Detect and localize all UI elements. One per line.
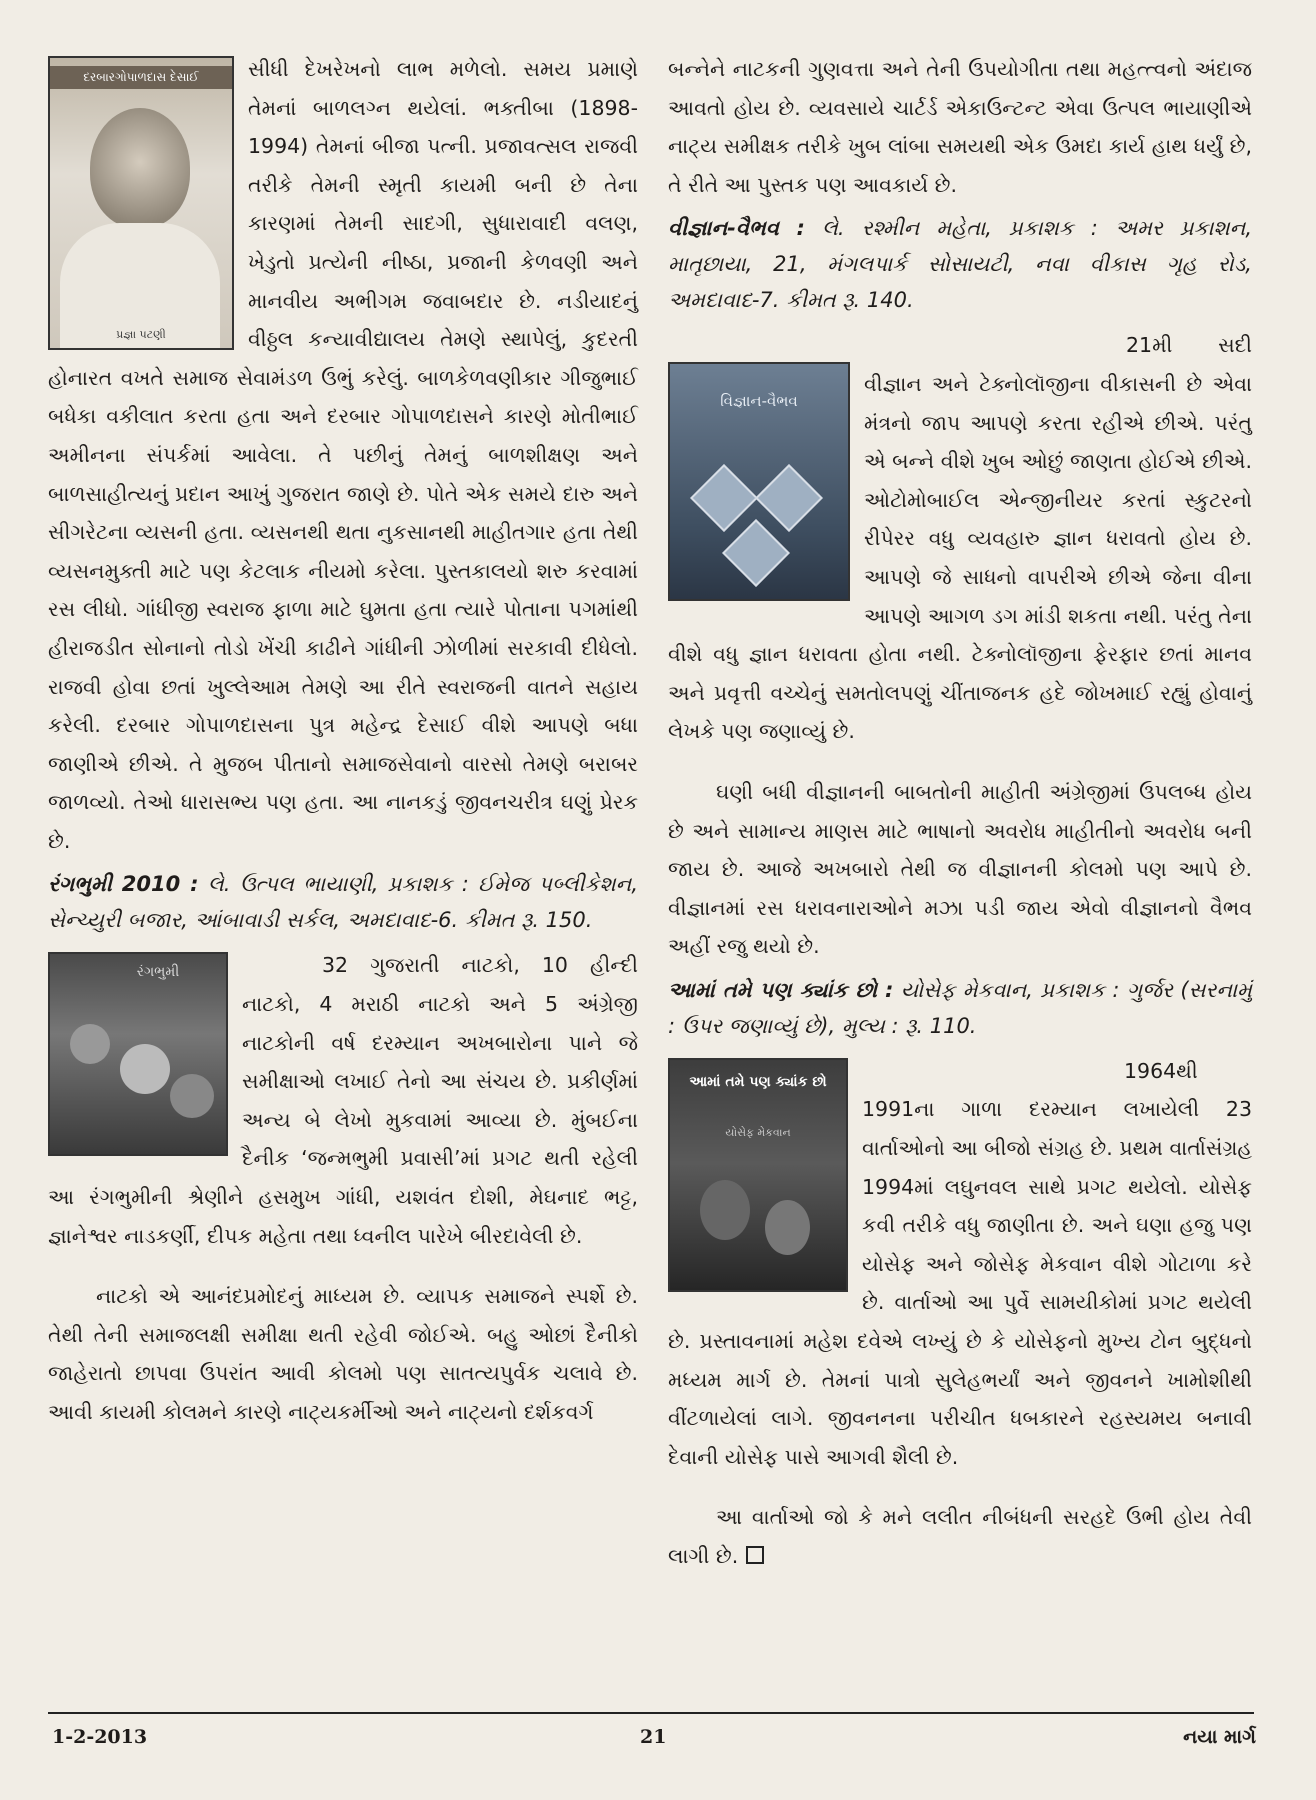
review-heading-rangbhumi [48,866,638,938]
right-paragraph-4: 1964થી 1991ના ગાળા દરમ્યાન લખાયેલી 23 વાર્તાઓનો આ બીજો સંગ્રહ છે. પ્રથમ વાર્તાસંગ્રહ 1994માં લઘુનવલ સાથે પ્રગટ થયેલો. યોસેફ કવી તરીકે વધુ જાણીતા છે. અને ઘણા હજુ પણ યોસેફ અને જોસેફ મેકવાન વીશે ગોટાળા કરે છે. વાર્તાઓ આ પુર્વે સામયીકોમાં પ્રગટ થયેલી છે. પ્રસ્તાવનામાં મહેશ દવેએ લખ્યું છે કે યોસેફનો મુખ્ય ટોન બુદ્ધનો મધ્યમ માર્ગ છે. તેમનાં પાત્રો સુલેહભર્યાં અને જીવનને ખામોશીથી વીંટળાયેલાં લાગે. જીવનનના પરીચીત ધબકારને રહસ્યમય બનાવી દેવાની યોસેફ પાસે આગવી શૈલી છે. [668,1058,1252,1469]
book-title-vigyan-vaibhav: વીજ્ઞાન-વૈભવ : [668,216,805,241]
cover-figure [700,1180,750,1240]
right-paragraph-3: ઘણી બધી વીજ્ઞાનની બાબતોની માહીતી અંગ્રેજીમાં ઉપલબ્ધ હોય છે અને સામાન્ય માણસ માટે ભાષાનો અવરોધ માહીતીનો અવરોધ બની જાય છે. આજે અખબારો તેથી જ વીજ્ઞાનની કોલમો પણ આપે છે. વીજ્ઞાનમાં રસ ધરાવનારાઓને મઝા પડી જાય એવો વીજ્ઞાનનો વૈભવ અહીં રજુ થયો છે. [668,779,1252,959]
book-details-vigyan-vaibhav: લે. રશ્મીન મહેતા, પ્રકાશક : અમર પ્રકાશન, માતૃછાયા, 21, મંગલપાર્ક સોસાયટી, નવા વીકાસ ગૃહ રોડ, અમદાવાદ-7. કીમત રૂ. 140. [668,216,1253,313]
book-cover-title: દરબારગોપાળદાસ દેસાઈ [50,66,232,89]
book-title-aama-tame: આમાં તમે પણ ક્યાંક છો : [668,977,894,1002]
review-heading-vigyan-vaibhav [668,210,1252,318]
right-column [668,50,1252,1576]
footer-rule [48,1712,1254,1714]
book-cover-title: રંગભુમી [136,964,180,981]
cover-hexagon [722,519,790,587]
left-paragraph-1: સીધી દેખરેખનો લાભ મળેલો. સમય પ્રમાણે તેમનાં બાળલગ્ન થયેલાં. ભક્તીબા (1898-1994) તેમનાં બીજા પત્ની. પ્રજાવત્સલ રાજવી તરીકે તેમની સ્મૃતી કાયમી બની છે તેના કારણમાં તેમની સાદગી, સુધારાવાદી વલણ, ખેડુતો પ્રત્યેની નીષ્ઠા, પ્રજાની કેળવણી અને માનવીય અભીગમ જવાબદાર છે. નડીયાદનું વીઠ્ઠલ કન્યાવીદ્યાલય તેમણે સ્થાપેલું, કુદરતી હોનારત વખતે સમાજ સેવામંડળ ઉભું કરેલું. બાળકેળવણીકાર ગીજુભાઈ બધેકા વકીલાત કરતા હતા અને દરબાર ગોપાળદાસને કારણે મોતીભાઈ અમીનના સંપર્કમાં આવેલા. તે પછીનું તેમનું બાળશીક્ષણ અને બાળસાહીત્યનું પ્રદાન આખું ગુજરાત જાણે છે. પોતે એક સમયે દારુ અને સીગરેટના વ્યસની હતા. વ્યસનથી થતા નુકસાનથી માહીતગાર હતા તેથી વ્યસનમુક્તી માટે પણ કેટલાક નીયમો કરેલા. પુસ્તકાલયો શરુ કરવામાં રસ લીધો. ગાંધીજી સ્વરાજ ફાળા માટે ઘુમતા હતા ત્યારે પોતાના પગમાંથી હીરાજડીત સોનાનો તોડો ખેંચી કાઢીને ગાંધીની ઝોળીમાં સરકાવી દીધેલો. રાજવી હોવા છતાં ખુલ્લેઆમ તેમણે આ રીતે સ્વરાજની વાતને સહાય કરેલી. દરબાર ગોપાળદાસના પુત્ર મહેન્દ્ર દેસાઈ વીશે આપણે બધા જાણીએ છીએ. તે મુજબ પીતાનો સમાજસેવાનો વારસો તેમણે બરાબર જાળવ્યો. તેઓ ધારાસભ્ય પણ હતા. આ નાનકડું જીવનચરીત્ર ઘણું પ્રેરક છે. [48,57,638,853]
book-cover-aama-tame [668,1058,848,1292]
left-column [48,50,638,1432]
right-paragraph-2: 21મી સદી વીજ્ઞાન અને ટેક્નોલૉજીના વીકાસની છે એવા મંત્રનો જાપ આપણે કરતા રહીએ છીએ. પરંતુ એ બન્ને વીશે ખુબ ઓછું જાણતા હોઈએ છીએ. ઓટોમોબાઈલ એન્જીનીયર કરતાં સ્કુટરનો રીપેરર વધુ વ્યવહારુ જ્ઞાન ધરાવતો હોય છે. આપણે જે સાધનો વાપરીએ છીએ જેના વીના આપણે આગળ ડગ માંડી શકતા નથી. પરંતુ તેના વીશે વધુ જ્ઞાન ધરાવતા હોતા નથી. ટેક્નોલૉજીના ફેરફાર છતાં માનવ અને પ્રવૃત્તી વચ્ચેનું સમતોલપણું ચીંતાજનક હદે જોખમાઈ રહ્યું હોવાનું લેખકે પણ જણાવ્યું છે. [668,333,1252,744]
cover-figure [765,1200,810,1255]
right-paragraph-5 [668,1498,1252,1575]
cover-hexagon [690,464,758,532]
book-details-rangbhumi: લે. ઉત્પલ ભાયાણી, પ્રકાશક : ઈમેજ પબ્લીકેશન, સેન્ચ્યુરી બજાર, આંબાવાડી સર્કલ, અમદાવાદ-6. કીમત રૂ. 150. [48,872,638,933]
closing-sentence: આ વાર્તાઓ જો કે મને લલીત નીબંધની સરહદે ઉભી હોય તેવી લાગી છે. [668,1505,1252,1568]
footer-date: 1-2-2013 [52,1726,148,1748]
book-cover-portrait [48,56,234,350]
book-title-rangbhumi: રંગભુમી 2010 : [48,872,199,897]
left-paragraph-2: 32 ગુજરાતી નાટકો, 10 હીન્દી નાટકો, 4 મરાઠી નાટકો અને 5 અંગ્રેજી નાટકોની વર્ષ દરમ્યાન અખબારોના પાને જે સમીક્ષાઓ લખાઈ તેનો આ સંચય છે. પ્રકીર્ણમાં અન્ય બે લેખો મુકવામાં આવ્યા છે. મુંબઈના દૈનીક ‘જન્મભુમી પ્રવાસી’માં પ્રગટ થતી રહેલી આ રંગભુમીની શ્રેણીને હસમુખ ગાંધી, યશવંત દોશી, મેઘનાદ ભટ્ટ, જ્ઞાનેશ્વર નાડકર્ણી, દીપક મહેતા તથા ધ્વનીલ પારેખે બીરદાવેલી છે. [48,953,638,1248]
cover-hexagon [755,464,823,532]
book-details-aama-tame: યોસેફ મેકવાન, પ્રકાશક : ગુર્જર (સરનામું : ઉપર જણાવ્યું છે), મુલ્ય : રૂ. 110. [668,977,1252,1038]
end-mark-icon [746,1546,764,1564]
page-number: 21 [640,1726,667,1748]
portrait-face [90,108,190,228]
book-cover-footer: પ્રજ્ઞા પટણી [116,328,166,341]
book-cover-rangbhumi [48,952,228,1156]
right-paragraph-1: બન્નેને નાટકની ગુણવત્તા અને તેની ઉપયોગીતા તથા મહત્ત્વનો અંદાજ આવતો હોય છે. વ્યવસાયે ચાર્ટર્ડ એકાઉન્ટન્ટ એવા ઉત્પલ ભાયાણીએ નાટ્ય સમીક્ષક તરીકે ખુબ લાંબા સમયથી એક ઉમદા કાર્ય હાથ ધર્યું છે, તે રીતે આ પુસ્તક પણ આવકાર્ય છે. [668,57,1252,197]
crowd-figure [120,1044,170,1094]
book-cover-author: યોસેફ મેકવાન [725,1125,791,1139]
book-cover-title: વિજ્ઞાન-વૈભવ [720,392,798,411]
book-cover-title: આમાં તમે પણ ક્યાંક છો [689,1073,827,1090]
magazine-name: નયા માર્ગ [1183,1726,1256,1748]
crowd-figure [70,1024,110,1064]
left-paragraph-3: નાટકો એ આનંદપ્રમોદનું માધ્યમ છે. વ્યાપક સમાજને સ્પર્શે છે. તેથી તેની સમાજલક્ષી સમીક્ષા થતી રહેવી જોઈએ. બહુ ઓછાં દૈનીકો જાહેરાતો છાપવા ઉપરાંત આવી કોલમો પણ સાતત્યપુર્વક ચલાવે છે. આવી કાયમી કોલમને કારણે નાટ્યકર્મીઓ અને નાટ્યનો દર્શકવર્ગ [48,1284,638,1424]
review-heading-aama-tame [668,972,1252,1044]
crowd-figure [170,1074,214,1118]
book-cover-vigyan-vaibhav [668,362,850,601]
